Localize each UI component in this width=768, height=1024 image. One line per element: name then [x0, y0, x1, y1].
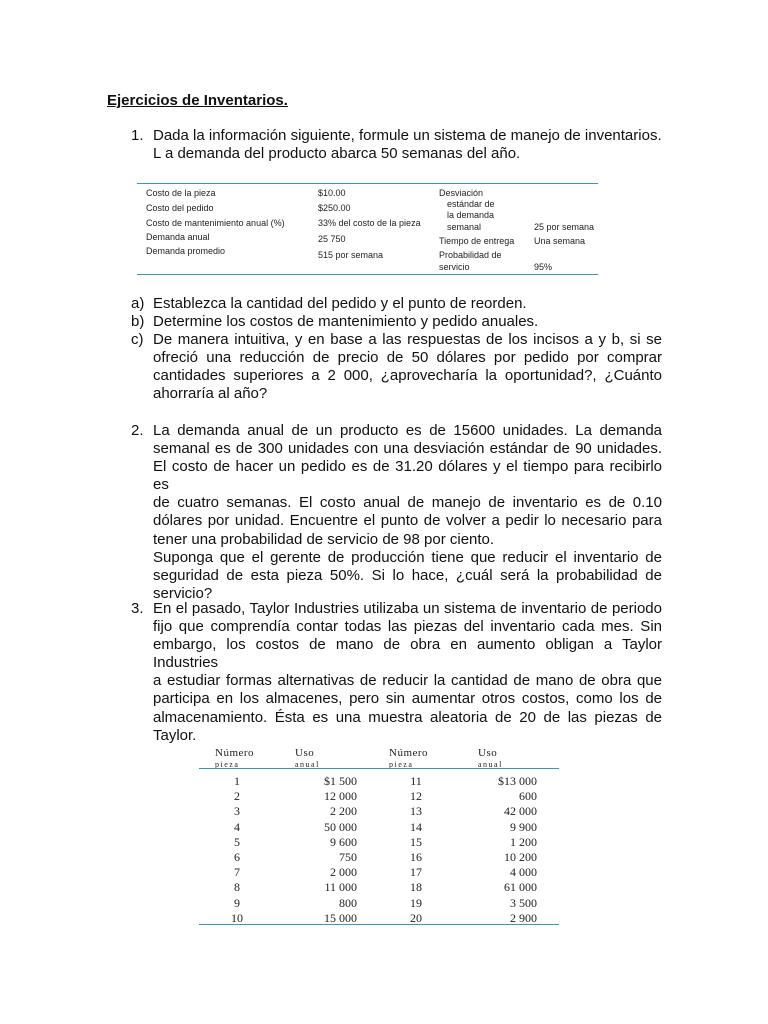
table-header-top: Número	[215, 747, 255, 759]
table-cell-part-number: 9	[234, 895, 240, 910]
table-value: 25 por semana	[534, 222, 595, 232]
question-2-text	[153, 422, 662, 603]
table-cell-part-number: 2	[234, 789, 240, 804]
table-cell-part-number: 19	[410, 895, 422, 910]
table-label: servicio	[439, 262, 470, 272]
question-1-number: 1.	[131, 127, 144, 144]
item-a-label: a)	[131, 295, 145, 312]
table-cell-part-number: 8	[234, 880, 240, 895]
question-3-line: embargo, los costos de mano de obra en aumento obligan a Taylor Industries	[153, 636, 662, 672]
table-cell-annual-usage: 1 200	[510, 834, 537, 849]
question-2-line: de cuatro semanas. El costo anual de manejo de inventario es de 0.10	[153, 494, 662, 512]
table-cell-annual-usage: 3 500	[510, 895, 537, 910]
table-cell-annual-usage: 800	[339, 895, 357, 910]
question-3-line: Taylor.	[153, 726, 197, 744]
item-c-label: c)	[131, 331, 144, 348]
question-2-number: 2.	[131, 422, 144, 439]
table-cell-annual-usage: 750	[339, 850, 357, 864]
table-label: estándar de	[447, 199, 495, 209]
item-b-text: Determine los costos de mantenimiento y pedido anuales.	[153, 313, 539, 330]
question-3-text	[153, 600, 662, 745]
table-cell-part-number: 18	[410, 880, 422, 895]
table-cell-annual-usage: 600	[519, 789, 537, 804]
table-cell-annual-usage: 2 000	[330, 865, 357, 880]
question-3-line: fijo que comprendía contar todas las piezas del inventario cada mes. Sin	[153, 618, 662, 636]
table-cell-annual-usage: 11 000	[324, 880, 357, 895]
table-cell-annual-usage: 2 900	[510, 910, 537, 925]
table-cell-part-number: 10	[231, 910, 243, 925]
table-header-top: Uso	[478, 747, 498, 759]
table-cell-part-number: 6	[234, 850, 240, 864]
table-cell-part-number: 15	[410, 834, 422, 849]
inventory-parameters-table	[137, 183, 598, 275]
question-2-line: El costo de hacer un pedido es de 31.20 dólares y el tiempo para recibirlo es	[153, 458, 662, 494]
table-value: 95%	[534, 262, 553, 272]
table-header-bottom: pieza	[389, 760, 414, 769]
question-1-line: Dada la información siguiente, formule un sistema de manejo de inventarios.	[153, 127, 662, 144]
item-c-text	[153, 331, 662, 403]
table-cell-part-number: 20	[410, 910, 422, 925]
table-cell-part-number: 7	[234, 865, 240, 880]
table-value: 33% del costo de la pieza	[318, 218, 421, 228]
item-c-line: ahorraría al año?	[153, 385, 268, 403]
table-cell-part-number: 14	[410, 819, 422, 834]
table-cell-part-number: 4	[234, 819, 240, 834]
item-b-label: b)	[131, 313, 145, 330]
item-c-line: De manera intuitiva, y en base a las respuestas de los incisos a y b, si se	[153, 331, 662, 348]
table-cell-part-number: 3	[234, 804, 240, 819]
table-cell-annual-usage: $13 000	[498, 774, 537, 788]
question-2-line: servicio?	[153, 584, 213, 602]
table-cell-annual-usage: 42 000	[504, 804, 537, 819]
table-value: $10.00	[318, 188, 346, 198]
question-3-number: 3.	[131, 600, 144, 617]
question-2-line: La demanda anual de un producto es de 15600 unidades. La demanda	[153, 422, 662, 439]
table-label: la demanda	[447, 210, 495, 220]
table-label: Demanda anual	[146, 232, 210, 242]
table-header	[295, 748, 320, 770]
table-label: Probabilidad de	[439, 250, 502, 260]
table-cell-annual-usage: $1 500	[324, 774, 357, 788]
question-2-line: seguridad de esta pieza 50%. Si lo hace, ¿cuál será la probabilidad de	[153, 566, 662, 584]
question-1-line: L a demanda del producto abarca 50 semanas del año.	[153, 145, 521, 163]
table-header-bottom: anual	[295, 760, 320, 769]
table-label: Costo de la pieza	[146, 188, 216, 198]
table-header-top: Uso	[295, 747, 315, 759]
table-cell-annual-usage: 9 900	[510, 819, 537, 834]
table-cell-annual-usage: 9 600	[330, 834, 357, 849]
table-cell-part-number: 12	[410, 789, 422, 804]
table-header-top: Número	[389, 747, 429, 759]
table-label: Costo del pedido	[146, 203, 214, 213]
table-header-bottom: pieza	[215, 760, 240, 769]
question-2-line: tener una probabilidad de servicio de 98 por ciento.	[153, 530, 495, 548]
table-cell-annual-usage: 10 200	[504, 850, 537, 864]
table-label: Tiempo de entrega	[439, 236, 515, 246]
table-label: semanal	[447, 222, 482, 232]
item-a-text: Establezca la cantidad del pedido y el punto de reorden.	[153, 295, 527, 312]
table-value: 515 por semana	[318, 250, 384, 260]
table-cell-part-number: 1	[234, 774, 240, 788]
question-3-line: almacenamiento. Ésta es una muestra aleatoria de 20 de las piezas de	[153, 708, 662, 726]
table-cell-annual-usage: 12 000	[324, 789, 357, 804]
item-c-line: ofreció una reducción de precio de 50 dólares por pedido por comprar	[153, 349, 662, 367]
page-title: Ejercicios de Inventarios.	[107, 92, 288, 109]
table-cell-annual-usage: 4 000	[510, 865, 537, 880]
table-cell-annual-usage: 15 000	[324, 910, 357, 925]
table-header	[478, 748, 503, 770]
table-cell-part-number: 5	[234, 834, 240, 849]
table-cell-annual-usage: 2 200	[330, 804, 357, 819]
question-3-line: participa en los almacenes, pero sin aumentar otros costos, como los de	[153, 690, 662, 708]
question-3-line: En el pasado, Taylor Industries utilizaba un sistema de inventario de periodo	[153, 600, 662, 617]
table-cell-part-number: 11	[410, 774, 422, 788]
table-value: $250.00	[318, 203, 351, 213]
table-value: Una semana	[534, 236, 586, 246]
table-label: Costo de mantenimiento anual (%)	[146, 218, 285, 228]
table-rule-top	[199, 768, 559, 769]
question-2-line: Suponga que el gerente de producción tiene que reducir el inventario de	[153, 548, 662, 566]
question-1-text	[153, 127, 663, 163]
table-rule-bottom	[199, 924, 559, 925]
table-header	[215, 748, 254, 770]
table-cell-annual-usage: 61 000	[504, 880, 537, 895]
question-3-line: a estudiar formas alternativas de reducir la cantidad de mano de obra que	[153, 672, 662, 690]
question-2-line: dólares por unidad. Encuentre el punto de volver a pedir lo necesario para	[153, 512, 662, 530]
table-cell-part-number: 16	[410, 850, 422, 864]
table-cell-part-number: 13	[410, 804, 422, 819]
question-2-line: semanal es de 300 unidades con una desviación estándar de 90 unidades.	[153, 440, 662, 458]
table-header	[389, 748, 428, 770]
table-value: 25 750	[318, 234, 346, 244]
table-label: Desviación	[439, 188, 484, 198]
item-c-line: cantidades superiores a 2 000, ¿aprovecharía la oportunidad?, ¿Cuánto	[153, 367, 662, 385]
parts-usage-table	[199, 740, 559, 926]
table-cell-annual-usage: 50 000	[324, 819, 357, 834]
table-cell-part-number: 17	[410, 865, 422, 880]
table-label: Demanda promedio	[146, 246, 226, 256]
table-header-bottom: anual	[478, 760, 503, 769]
